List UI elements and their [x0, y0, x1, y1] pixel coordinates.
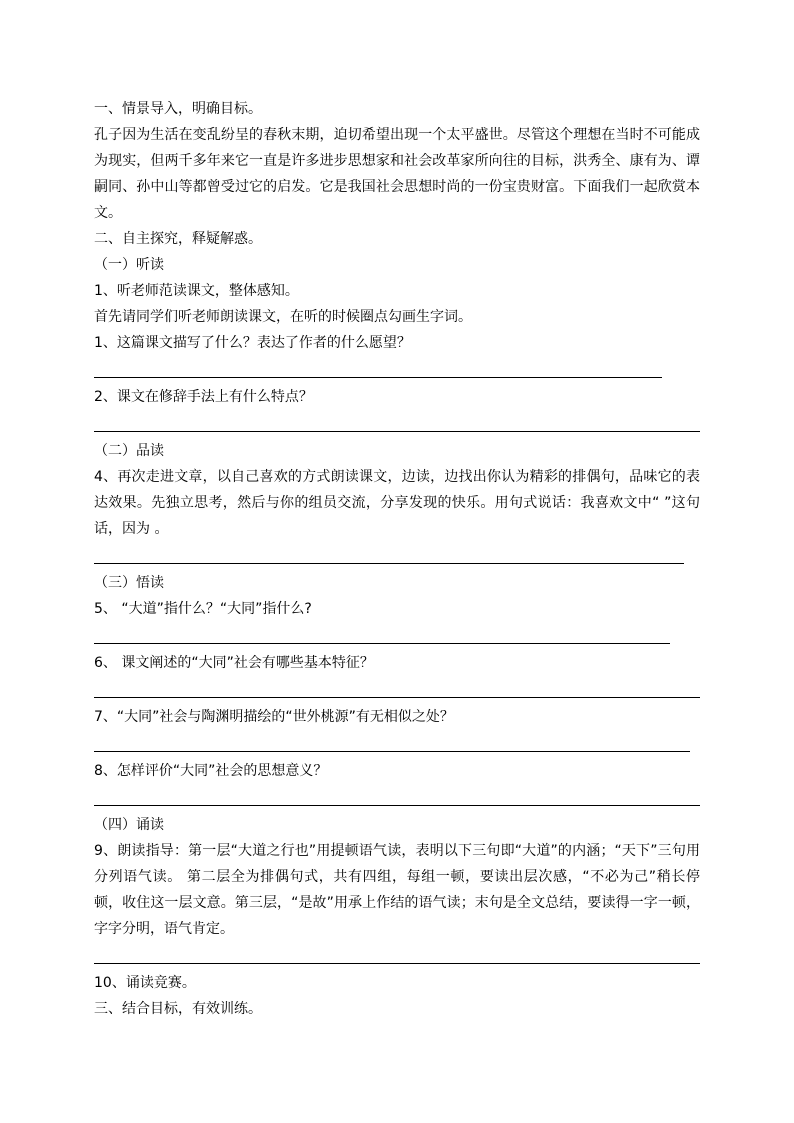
answer-line[interactable] [94, 676, 700, 704]
question-4: 4、再次走进文章，以自己喜欢的方式朗读课文，边读，边找出你认为精彩的排偶句，品味它的表达效果。先独立思考，然后与你的组员交流，分享发现的快乐。用句式说话：我喜欢文中“ ”这句话，因为 。 [94, 469, 700, 537]
part-heading-recite: （四）诵读 [94, 817, 164, 833]
answer-line[interactable] [94, 542, 700, 570]
part-heading-appreciate: （二）品读 [94, 443, 164, 459]
question-7: 7、“大同”社会与陶渊明描绘的“世外桃源”有无相似之处？ [94, 709, 454, 725]
part-heading-listen: （一）听读 [94, 257, 164, 273]
question-2: 2、课文在修辞手法上有什么特点？ [94, 389, 313, 405]
question-1: 1、这篇课文描写了什么？表达了作者的什么愿望？ [94, 335, 411, 351]
section-heading-3: 三、结合目标，有效训练。 [94, 1001, 262, 1017]
answer-line[interactable] [94, 410, 700, 438]
section-heading-2: 二、自主探究，释疑解惑。 [94, 231, 262, 247]
document-body [94, 96, 700, 1022]
question-9: 9、朗读指导：第一层“大道之行也”用提顿语气读，表明以下三句即“大道”的内涵；“天下”三句用分列语气读。 第二层全为排偶句式，共有四组，每组一顿，要读出层次感，“不必为己”稍长停顿，收住这一层文意。第三层，“是故”用承上作结的语气读；末句是全文总结，要读得一字一顿，字字分明，语气肯定。 [94, 843, 700, 937]
question-5: 5、 “大道”指什么？“大同”指什么? [94, 601, 312, 617]
section-heading-1: 一、情景导入，明确目标。 [94, 101, 262, 117]
answer-line[interactable] [94, 730, 700, 758]
answer-line[interactable] [94, 356, 700, 384]
part-heading-comprehend: （三）悟读 [94, 575, 164, 591]
question-8: 8、怎样评价“大同”社会的思想意义？ [94, 763, 328, 779]
question-6: 6、 课文阐述的“大同”社会有哪些基本特征？ [94, 655, 374, 671]
answer-line[interactable] [94, 622, 700, 650]
intro-paragraph: 孔子因为生活在变乱纷呈的春秋末期，迫切希望出现一个太平盛世。尽管这个理想在当时不可能成为现实，但两千多年来它一直是许多进步思想家和社会改革家所向往的目标，洪秀全、康有为、谭嗣同、孙中山等都曾受过它的启发。它是我国社会思想时尚的一份宝贵财富。下面我们一起欣赏本文。 [94, 127, 700, 221]
listen-instruction: 首先请同学们听老师朗读课文，在听的时候圈点勾画生字词。 [94, 309, 472, 325]
answer-line[interactable] [94, 942, 700, 970]
answer-line[interactable] [94, 784, 700, 812]
listen-item-1: 1、听老师范读课文，整体感知。 [94, 283, 299, 299]
question-10: 10、诵读竞赛。 [94, 975, 196, 991]
